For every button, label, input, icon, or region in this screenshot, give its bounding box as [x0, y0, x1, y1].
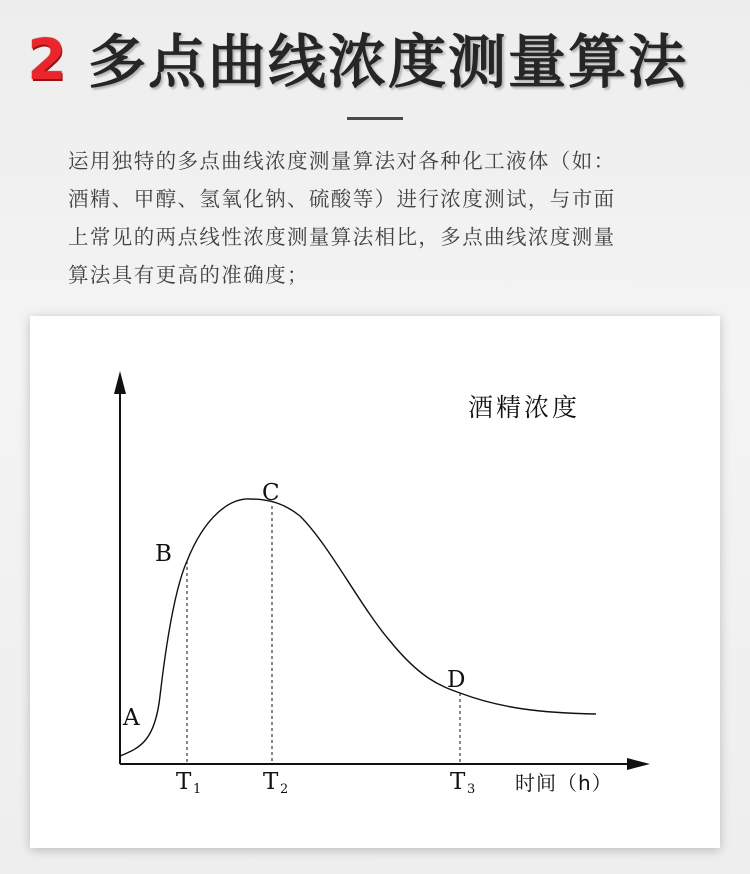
point-label-a: A: [123, 705, 140, 731]
point-label-b: B: [155, 541, 172, 567]
tick-label-t3-subscript: 3: [467, 782, 476, 797]
x-axis-arrow-icon: [627, 758, 650, 770]
description-line: 上常见的两点线性浓度测量算法相比，多点曲线浓度测量: [68, 225, 616, 249]
title-divider: [347, 117, 403, 120]
description-text: [68, 142, 718, 294]
y-axis-arrow-icon: [114, 371, 126, 394]
tick-label-t2: T: [263, 769, 279, 795]
diagram-card: [30, 316, 720, 848]
curve-title: 酒精浓度: [468, 393, 581, 422]
section-number: 2: [27, 28, 67, 93]
section-number-badge: [18, 30, 76, 92]
x-axis-label: 时间（h）: [515, 771, 613, 795]
description-line: 运用独特的多点曲线浓度测量算法对各种化工液体（如：: [68, 149, 616, 173]
section-header: [0, 22, 750, 102]
tick-label-t3: T: [450, 769, 466, 795]
concentration-curve: [120, 499, 596, 756]
description-line: 算法具有更高的准确度；: [68, 263, 309, 287]
tick-label-t1: T: [176, 769, 192, 795]
point-label-d: D: [447, 667, 466, 693]
description-line: 酒精、甲醇、氢氧化钠、硫酸等）进行浓度测试，与市面: [68, 187, 616, 211]
section-title: 多点曲线浓度测量算法: [88, 28, 689, 96]
point-label-c: C: [262, 480, 280, 506]
concentration-curve-diagram: [30, 316, 720, 848]
tick-label-t1-subscript: 1: [193, 782, 202, 797]
tick-label-t2-subscript: 2: [280, 782, 289, 797]
